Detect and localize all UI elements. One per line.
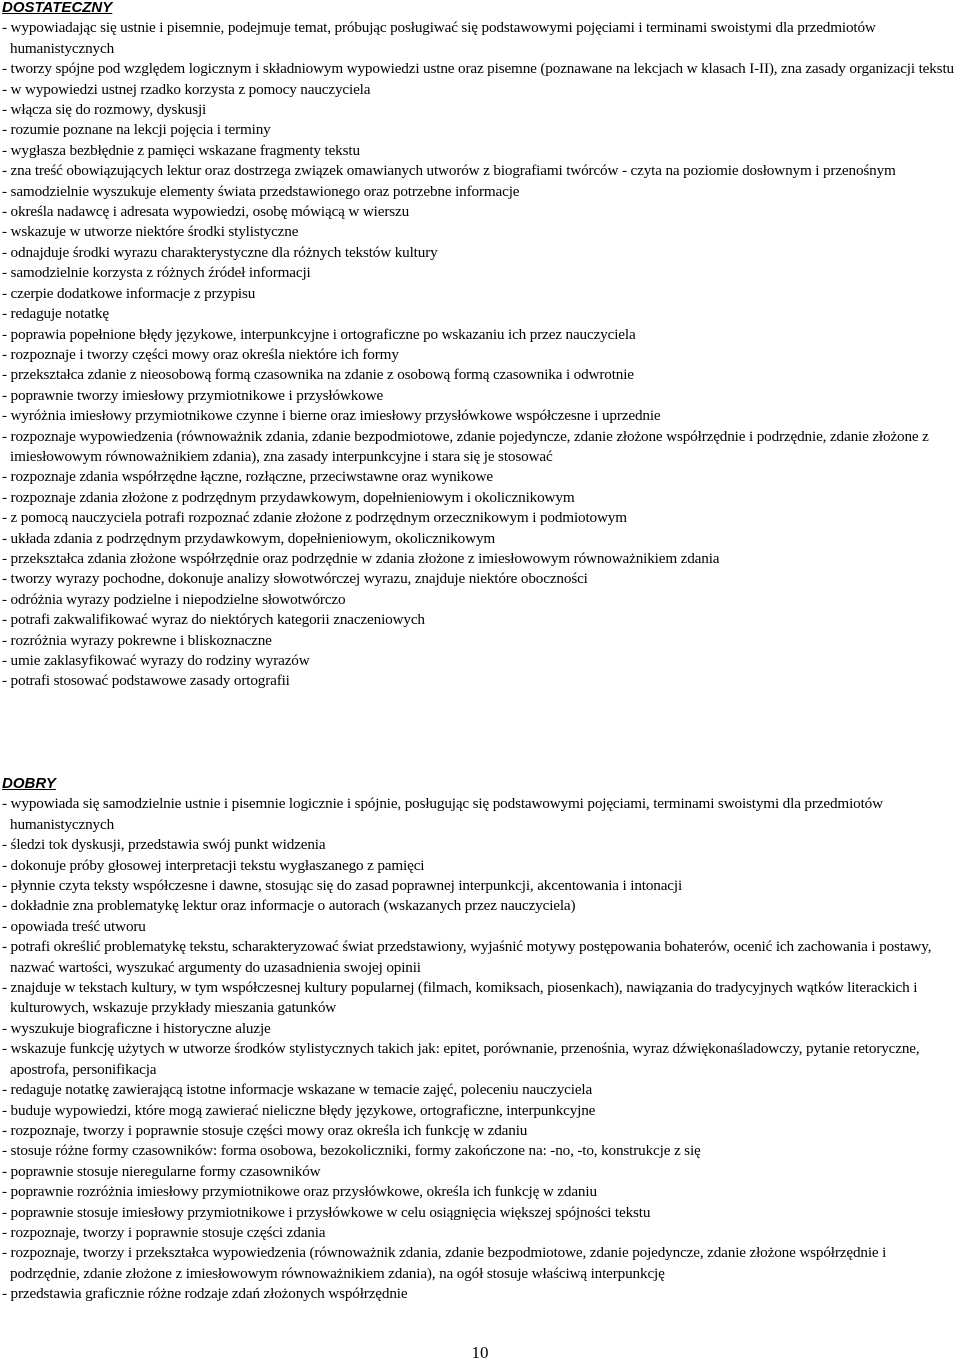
list-item: - wypowiadając się ustnie i pisemnie, podejmuje temat, próbując posługiwać się podstawowymi pojęciami i terminami swoistymi dla przedmiotów humanistycznych [2,19,876,57]
section-heading: DOSTATECZNY [2,0,113,16]
list-item: - tworzy spójne pod względem logicznym i składniowym wypowiedzi ustne oraz pisemne (poznawane na lekcjach w klasach I-II), zna zasady organizacji tekstu [2,60,954,78]
list-item: - śledzi tok dyskusji, przedstawia swój punkt widzenia [2,836,326,854]
list-item: - w wypowiedzi ustnej rzadko korzysta z pomocy nauczyciela [2,80,371,98]
grade-section-dobry [0,774,958,1305]
list-item: - odróżnia wyrazy podzielne i niepodzielne słowotwórczo [2,590,346,608]
list-item: - rozpoznaje i tworzy części mowy oraz określa niektóre ich formy [2,345,399,363]
list-item: - potrafi zakwalifikować wyraz do niektórych kategorii znaczeniowych [2,611,425,629]
list-item: - dokonuje próby głosowej interpretacji tekstu wygłaszanego z pamięci [2,856,425,874]
list-item: - redaguje notatkę [2,305,109,323]
list-item: - tworzy wyrazy pochodne, dokonuje analizy słowotwórczej wyrazu, znajduje niektóre oboczności [2,570,588,588]
list-item: - z pomocą nauczyciela potrafi rozpoznać zdanie złożone z podrzędnym orzecznikowym i podmiotowym [2,509,627,527]
list-item: - czerpie dodatkowe informacje z przypisu [2,284,256,302]
list-item: - przekształca zdania złożone współrzędnie oraz podrzędnie w zdania złożone z imiesłowowym równoważnikiem zdania [2,549,720,567]
list-item: - rozpoznaje wypowiedzenia (równoważnik zdania, zdanie bezpodmiotowe, zdanie pojedyncze, zdanie złożone współrzędnie i podrzędnie, zdanie złożone z imiesłowowym równoważnikiem zdania), zna zasady interpunkcyjne i stara się je stosować [2,427,929,465]
list-item: - redaguje notatkę zawierającą istotne informacje wskazane w temacie zajęć, poleceniu nauczyciela [2,1081,593,1099]
list-item: - układa zdania z podrzędnym przydawkowym, dopełnieniowym, okolicznikowym [2,529,496,547]
section-heading: DOBRY [2,775,56,792]
list-item: - opowiada treść utworu [2,917,146,935]
list-item: - przedstawia graficznie różne rodzaje zdań złożonych współrzędnie [2,1285,408,1303]
list-item: - określa nadawcę i adresata wypowiedzi, osobę mówiącą w wierszu [2,203,410,221]
list-item: - buduje wypowiedzi, które mogą zawierać nieliczne błędy językowe, ortograficzne, interpunkcyjne [2,1101,596,1119]
list-item: - odnajduje środki wyrazu charakterystyczne dla różnych tekstów kultury [2,243,438,261]
list-item: - rozpoznaje, tworzy i poprawnie stosuje części mowy oraz określa ich funkcję w zdaniu [2,1121,528,1139]
list-item: - znajduje w tekstach kultury, w tym współczesnej kultury popularnej (filmach, komiksach, piosenkach), nawiązania do tradycyjnych wątków literackich i kulturowych, wskazuje przykłady mieszania gatunków [2,979,918,1017]
list-item: - rozpoznaje, tworzy i przekształca wypowiedzenia (równoważnik zdania, zdanie bezpodmiotowe, zdanie pojedyncze, zdanie złożone współrzędnie i podrzędnie, zdanie złożone z imiesłowowym równoważnikiem zdania), na ogół stosuje właściwą interpunkcję [2,1244,887,1282]
page-number: 10 [471,1343,489,1362]
list-item: - potrafi stosować podstawowe zasady ortografii [2,672,290,690]
list-item: - wyszukuje biograficzne i historyczne aluzje [2,1019,271,1037]
requirements-list [0,794,958,1304]
list-item: - wypowiada się samodzielnie ustnie i pisemnie logicznie i spójnie, posługując się podstawowymi pojęciami, terminami swoistymi dla przedmiotów humanistycznych [2,795,883,833]
list-item: - włącza się do rozmowy, dyskusji [2,101,207,119]
list-item: - wskazuje funkcję użytych w utworze środków stylistycznych takich jak: epitet, porównanie, przenośnia, wyraz dźwiękonaśladowczy, pytanie retoryczne, apostrofa, personifikacja [2,1040,920,1078]
list-item: - potrafi określić problematykę tekstu, scharakteryzować świat przedstawiony, wyjaśnić motywy postępowania bohaterów, ocenić ich zachowania i postawy, nazwać wartości, wyszukać argumenty do uzasadnienia swojej opinii [2,938,932,976]
list-item: - przekształca zdanie z nieosobową formą czasownika na zdanie z osobową formą czasownika i odwrotnie [2,366,634,384]
list-item: - rozumie poznane na lekcji pojęcia i terminy [2,121,271,139]
list-item: - samodzielnie wyszukuje elementy świata przedstawionego oraz potrzebne informacje [2,182,520,200]
list-item: - poprawnie tworzy imiesłowy przymiotnikowe i przysłówkowe [2,386,384,404]
list-item: - rozpoznaje, tworzy i poprawnie stosuje części zdania [2,1223,326,1241]
requirements-list [0,18,958,691]
list-item: - dokładnie zna problematykę lektur oraz informacje o autorach (wskazanych przez nauczyciela) [2,897,576,915]
list-item: - umie zaklasyfikować wyrazy do rodziny wyrazów [2,652,310,669]
list-item: - rozróżnia wyrazy pokrewne i bliskoznaczne [2,631,272,649]
list-item: - poprawnie stosuje imiesłowy przymiotnikowe i przysłówkowe w celu osiągnięcia większej spójności tekstu [2,1203,651,1221]
list-item: - poprawia popełnione błędy językowe, interpunkcyjne i ortograficzne po wskazaniu ich przez nauczyciela [2,325,636,343]
list-item: - płynnie czyta teksty współczesne i dawne, stosując się do zasad poprawnej interpunkcji, akcentowania i intonacji [2,877,683,895]
list-item: - poprawnie rozróżnia imiesłowy przymiotnikowe oraz przysłówkowe, określa ich funkcję w zdaniu [2,1183,597,1201]
list-item: - rozpoznaje zdania złożone z podrzędnym przydawkowym, dopełnieniowym i okolicznikowym [2,488,575,506]
list-item: - poprawnie stosuje nieregularne formy czasowników [2,1162,321,1180]
list-item: - rozpoznaje zdania współrzędne łączne, rozłączne, przeciwstawne oraz wynikowe [2,468,493,486]
list-item: - zna treść obowiązujących lektur oraz dostrzega związek omawianych utworów z biografiami twórców - czyta na poziomie dosłownym i przenośnym [2,162,896,180]
list-item: - wskazuje w utworze niektóre środki stylistyczne [2,223,299,241]
list-item: - stosuje różne formy czasowników: forma osobowa, bezokoliczniki, formy zakończone na: -no, -to, konstrukcje z się [2,1142,701,1160]
list-item: - wyróżnia imiesłowy przymiotnikowe czynne i bierne oraz imiesłowy przysłówkowe współczesne i uprzednie [2,407,661,425]
list-item: - wygłasza bezbłędnie z pamięci wskazane fragmenty tekstu [2,141,360,159]
list-item: - samodzielnie korzysta z różnych źródeł informacji [2,264,311,282]
